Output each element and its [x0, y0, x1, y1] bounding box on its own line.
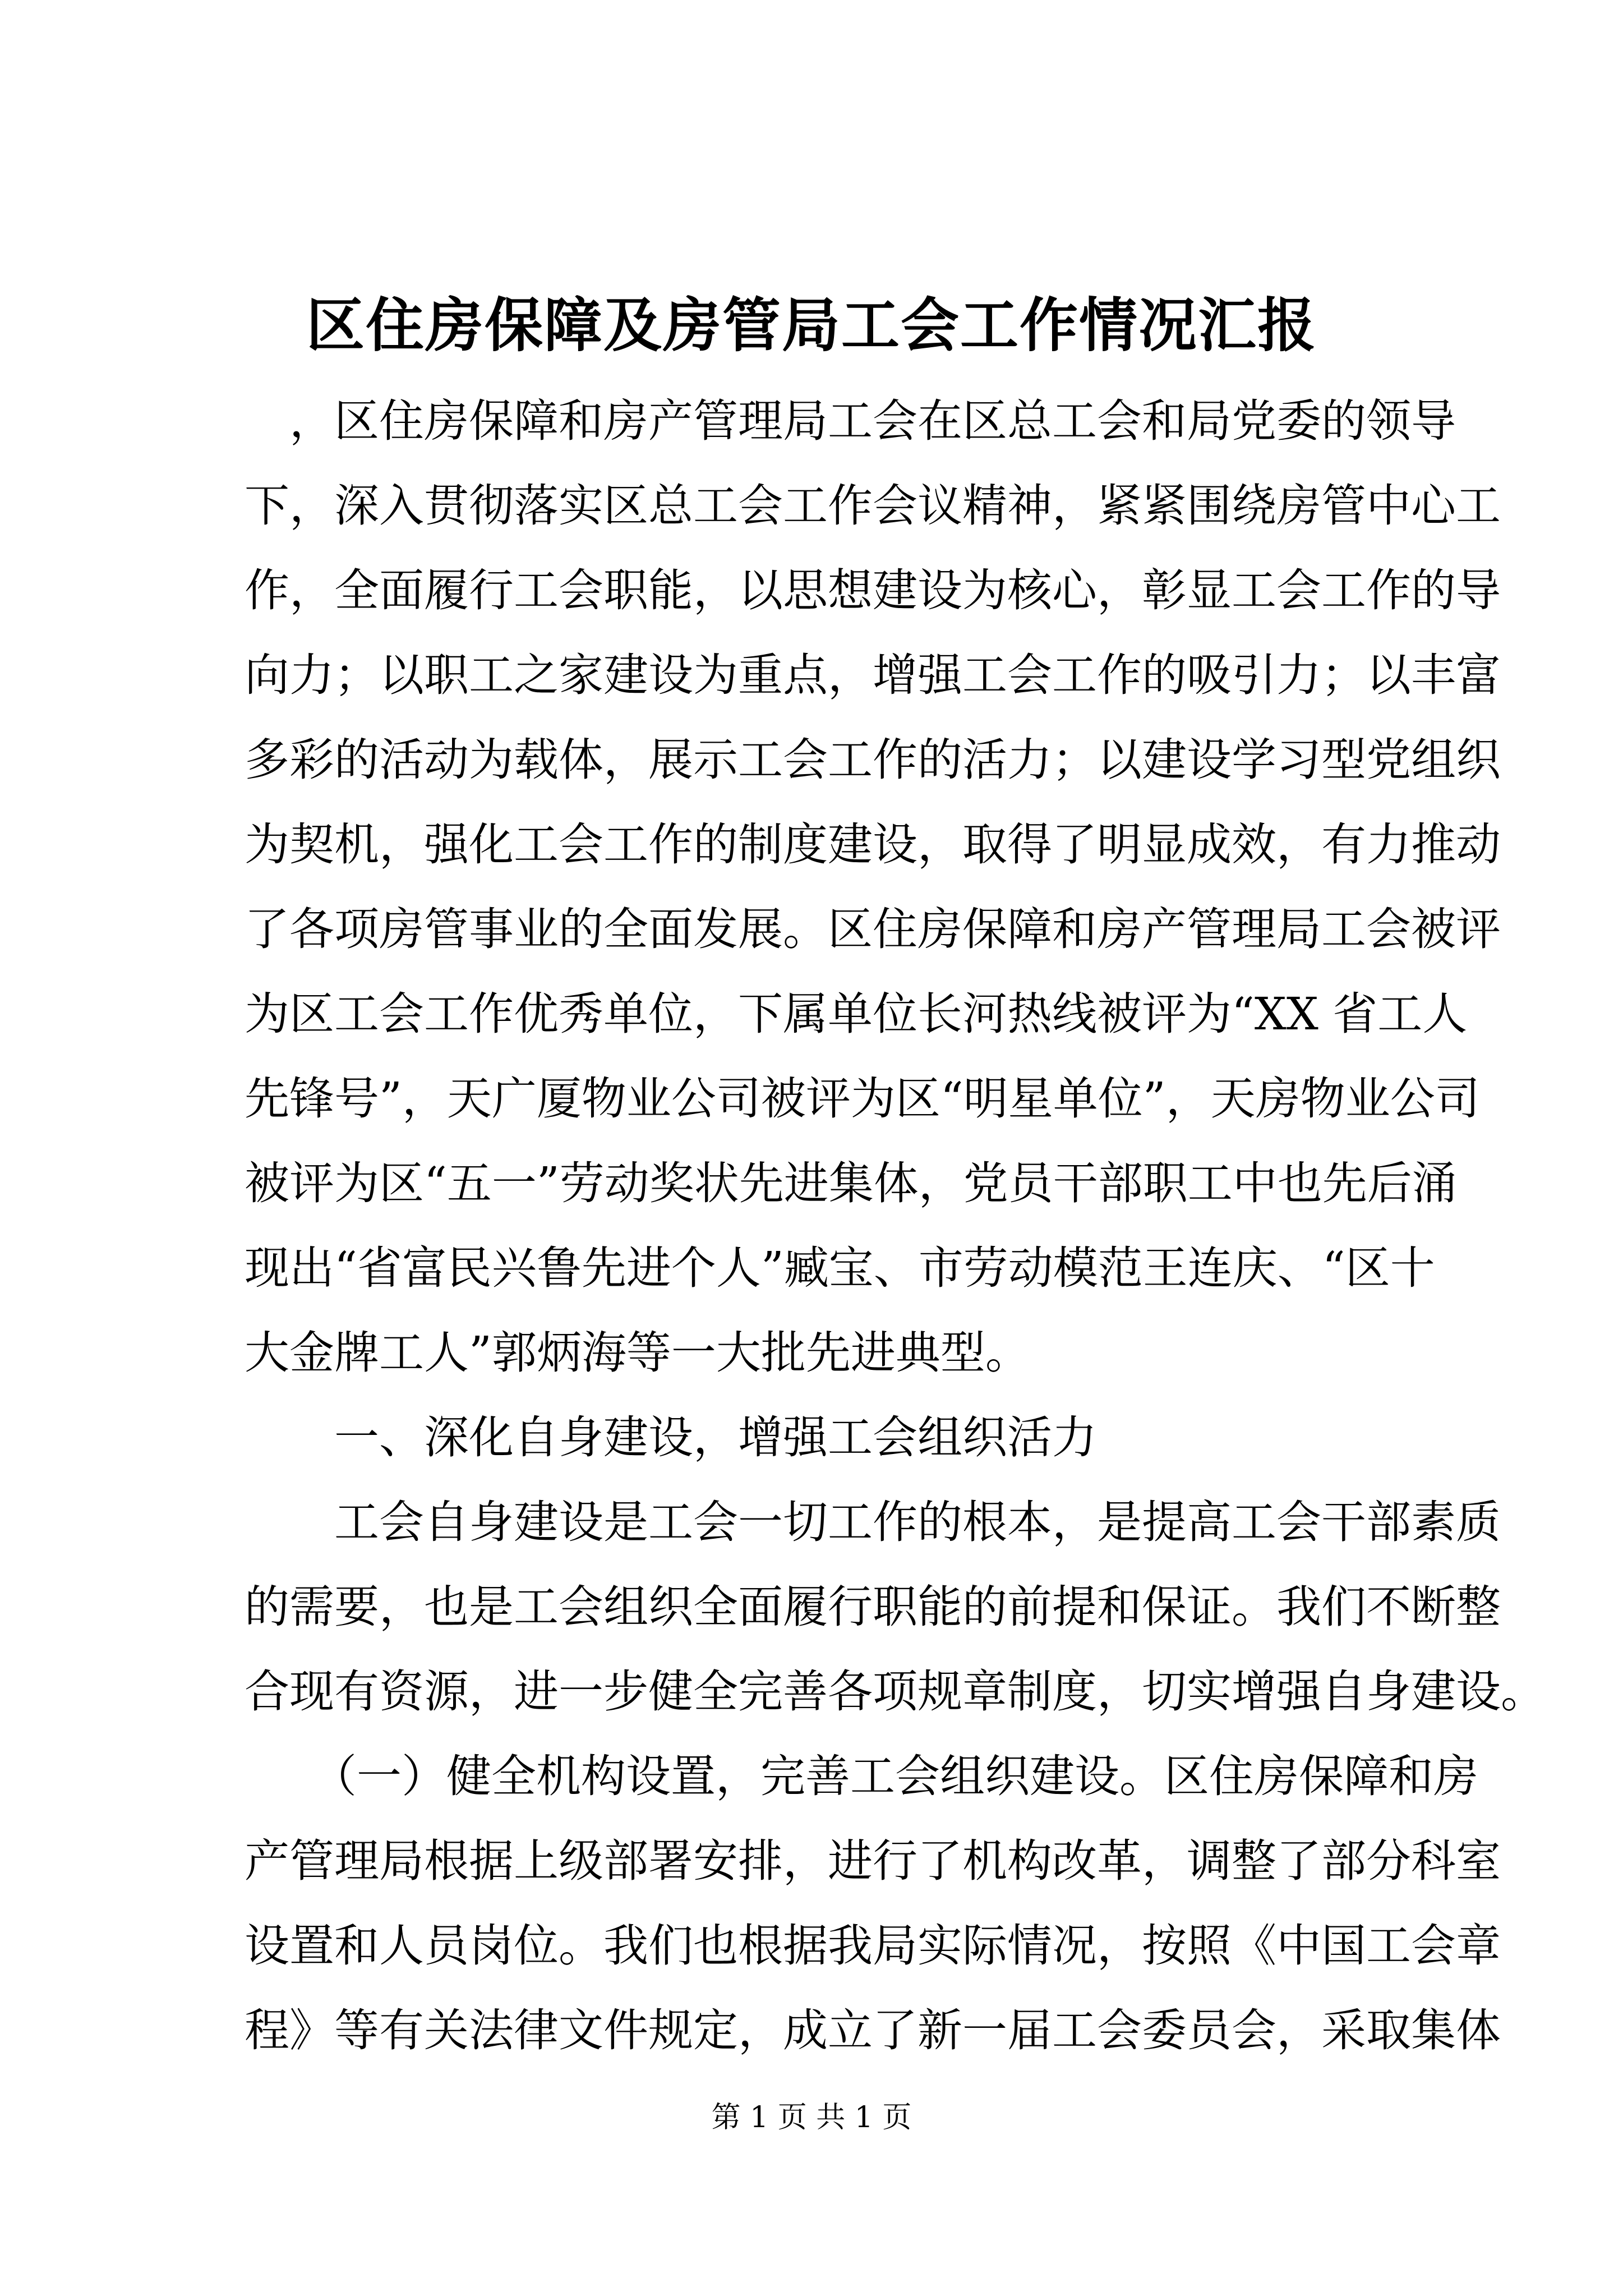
paragraph-line: 的需要，也是工会组织全面履行职能的前提和保证。我们不断整	[245, 1581, 1501, 1633]
page-footer: 第 1 页 共 1 页	[711, 2101, 912, 2134]
paragraph-line: 产管理局根据上级部署安排，进行了机构改革，调整了部分科室	[245, 1835, 1501, 1887]
paragraph-line: 多彩的活动为载体，展示工会工作的活力；以建设学习型党组织	[245, 734, 1501, 786]
document-body	[245, 379, 1546, 2073]
paragraph-line: ，区住房保障和房产管理局工会在区总工会和局党委的领导	[245, 395, 1456, 447]
document-title: 区住房保障及房管局工会工作情况汇报	[306, 291, 1317, 360]
paragraph-line: 为契机，强化工会工作的制度建设，取得了明显成效，有力推动	[245, 818, 1501, 871]
paragraph-line: （一）健全机构设置，完善工会组织建设。区住房保障和房	[245, 1750, 1478, 1802]
paragraph-line: 了各项房管事业的全面发展。区住房保障和房产管理局工会被评	[245, 903, 1501, 955]
paragraph-line: 先锋号”，天广厦物业公司被评为区“明星单位”，天房物业公司	[245, 1073, 1480, 1125]
paragraph-line: 下，深入贯彻落实区总工会工作会议精神，紧紧围绕房管中心工	[245, 480, 1501, 532]
paragraph-line: 合现有资源，进一步健全完善各项规章制度，切实增强自身建设。	[245, 1665, 1546, 1718]
paragraph-line: 为区工会工作优秀单位，下属单位长河热线被评为“XX 省工人	[245, 988, 1468, 1040]
paragraph-line: 向力；以职工之家建设为重点，增强工会工作的吸引力；以丰富	[245, 649, 1501, 701]
paragraph-line: 现出“省富民兴鲁先进个人”臧宝、市劳动模范王连庆、“区十	[245, 1242, 1435, 1294]
paragraph-line: 被评为区“五一”劳动奖状先进集体，党员干部职工中也先后涌	[245, 1157, 1457, 1209]
paragraph-line: 工会自身建设是工会一切工作的根本，是提高工会干部素质	[245, 1496, 1501, 1548]
paragraph-line: 设置和人员岗位。我们也根据我局实际情况，按照《中国工会章	[245, 1920, 1501, 1972]
paragraph-line: 程》等有关法律文件规定，成立了新一届工会委员会，采取集体	[245, 2004, 1501, 2056]
paragraph-line: 大金牌工人”郭炳海等一大批先进典型。	[245, 1327, 1030, 1379]
paragraph-line: 作，全面履行工会职能，以思想建设为核心，彰显工会工作的导	[245, 564, 1501, 616]
section-heading: 一、深化自身建设，增强工会组织活力	[245, 1411, 1097, 1464]
